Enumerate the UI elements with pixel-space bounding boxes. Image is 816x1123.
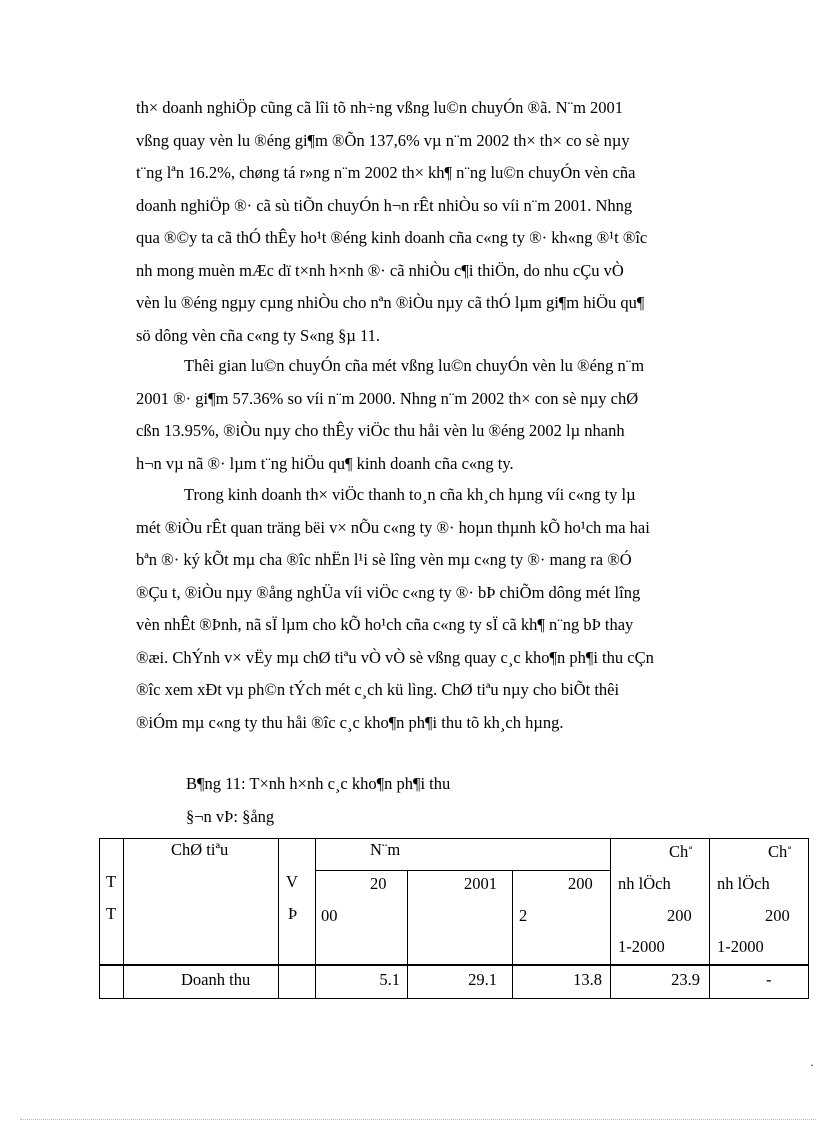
year-2000-header: 00 — [321, 906, 338, 925]
col-line — [123, 838, 124, 999]
page-edge-mark: · — [810, 1058, 814, 1072]
paragraph-3 — [136, 479, 768, 739]
year-group-header: N¨m — [370, 840, 401, 859]
text-line: ®îc xem xÐt vµ ph©n tÝch mét c¸ch kü lìng. ChØ tiªu nµy cho biÕt thêi — [136, 680, 620, 699]
text-line: sö dông vèn cña c«ng ty S«ng §µ 11. — [136, 325, 380, 345]
text-line: mét ®iÒu rÊt quan träng bëi v× nÕu c«ng ty ®· hoµn thµnh kÕ ho¹ch ma hai — [136, 517, 650, 537]
row1-indicator: Doanh thu — [181, 970, 251, 989]
text-line: Trong kinh doanh th× viÖc thanh to¸n cña kh¸ch hµng víi c«ng ty lµ — [184, 485, 636, 504]
year-2000-header: 20 — [370, 874, 387, 893]
diff-a-header: 1-2000 — [618, 937, 665, 956]
year-2002-header: 2 — [519, 906, 528, 925]
text-line: th× doanh nghiÖp cũng cã lîi tõ nh÷ng vßng lu©n chuyÓn ®ã. N¨m 2001 — [136, 98, 624, 117]
page-bottom-border — [20, 1119, 816, 1120]
col-line — [808, 838, 809, 999]
row1-diff-a: 23.9 — [671, 970, 700, 989]
year-2001-header: 2001 — [464, 874, 497, 893]
text-line: ®iÓm mµ c«ng ty thu håi ®îc c¸c kho¶n ph¶i thu tõ kh¸ch hµng. — [136, 712, 564, 732]
text-line: vèn lu ®éng ngµy cµng nhiÒu cho nªn ®iÒu nµy cã thÓ lµm gi¶m hiÖu qu¶ — [136, 293, 645, 312]
text-line: vèn nhÊt ®Þnh, nã sÏ lµm cho kÕ ho¹ch cña c«ng ty sÏ cã kh¶ n¨ng bÞ thay — [136, 615, 634, 634]
table-border-bottom — [99, 998, 809, 999]
table-caption: B¶ng 11: T×nh h×nh c¸c kho¶n ph¶i thu — [186, 774, 451, 793]
text-line: 2001 ®· gi¶m 57.36% so víi n¨m 2000. Nhng n¨m 2002 th× con sè nµy chØ — [136, 388, 639, 408]
header-bottom-border — [99, 964, 809, 966]
diff-b-header: 200 — [765, 906, 790, 925]
col-line — [709, 838, 710, 999]
text-line: ®Çu t, ®iÒu nµy ®ång nghÜa víi viÖc c«ng ty ®· bÞ chiÕm dông mét lîng — [136, 582, 641, 602]
text-line: vßng quay vèn lu ®éng gi¶m ®Õn 137,6% vµ n¨m 2002 th× th× co sè nµy — [136, 130, 630, 150]
text-line: t¨ng lªn 16.2%, chøng tá r»ng n¨m 2002 th× kh¶ n¨ng lu©n chuyÓn vèn cña — [136, 163, 636, 182]
col-line — [99, 838, 100, 999]
diff-b-header: Ch — [768, 842, 788, 861]
diff-b-header: ª — [788, 844, 792, 856]
table-border-top — [99, 838, 809, 839]
text-line: h¬n vµ nã ®· lµm t¨ng hiÖu qu¶ kinh doanh cña c«ng ty. — [136, 453, 514, 473]
row1-2000: 5.1 — [379, 970, 400, 989]
tt-header: T — [106, 872, 117, 891]
text-line: qua ®©y ta cã thÓ thÊy ho¹t ®éng kinh doanh cña c«ng ty ®· kh«ng ®¹t ®îc — [136, 228, 648, 247]
year-2002-header: 200 — [568, 874, 593, 893]
unit-header: Þ — [288, 904, 298, 923]
diff-a-header: ª — [689, 844, 693, 856]
row1-2001: 29.1 — [468, 970, 497, 989]
text-line: cßn 13.95%, ®iÒu nµy cho thÊy viÖc thu håi vèn lu ®éng 2002 lµ nhanh — [136, 421, 625, 440]
diff-b-header: 1-2000 — [717, 937, 764, 956]
diff-b-header: nh lÖch — [717, 874, 770, 893]
row1-2002: 13.8 — [573, 970, 602, 989]
unit-caption: §¬n vÞ: §ång — [186, 807, 275, 826]
diff-a-header: nh lÖch — [618, 874, 671, 893]
text-line: ®æi. ChÝnh v× vËy mµ chØ tiªu vÒ vÒ sè vßng quay c¸c kho¶n ph¶i thu cÇn — [136, 647, 654, 667]
paragraph-2 — [136, 350, 768, 480]
col-line — [278, 838, 279, 999]
unit-header: V — [286, 872, 298, 891]
diff-a-header: 200 — [667, 906, 692, 925]
text-line: Thêi gian lu©n chuyÓn cña mét vßng lu©n chuyÓn vèn lu ®éng n¨m — [184, 356, 645, 375]
paragraph-1 — [136, 92, 768, 352]
year-header-divider — [315, 870, 611, 871]
diff-a-header: Ch — [669, 842, 689, 861]
indicator-header: ChØ tiªu — [171, 840, 229, 859]
text-line: bªn ®· ký kÕt mµ cha ®îc nhËn l¹i sè lîng vèn mµ c«ng ty ®· mang ra ®Ó — [136, 550, 632, 569]
row1-diff-b: - — [766, 970, 772, 989]
text-line: doanh nghiÖp ®· cã sù tiÕn chuyÓn h¬n rÊt nhiÒu so víi n¨m 2001. Nhng — [136, 195, 633, 215]
text-line: nh mong muèn mÆc dï t×nh h×nh ®· cã nhiÒu c¶i thiÖn, do nhu cÇu vÒ — [136, 260, 624, 280]
tt-header: T — [106, 904, 117, 923]
